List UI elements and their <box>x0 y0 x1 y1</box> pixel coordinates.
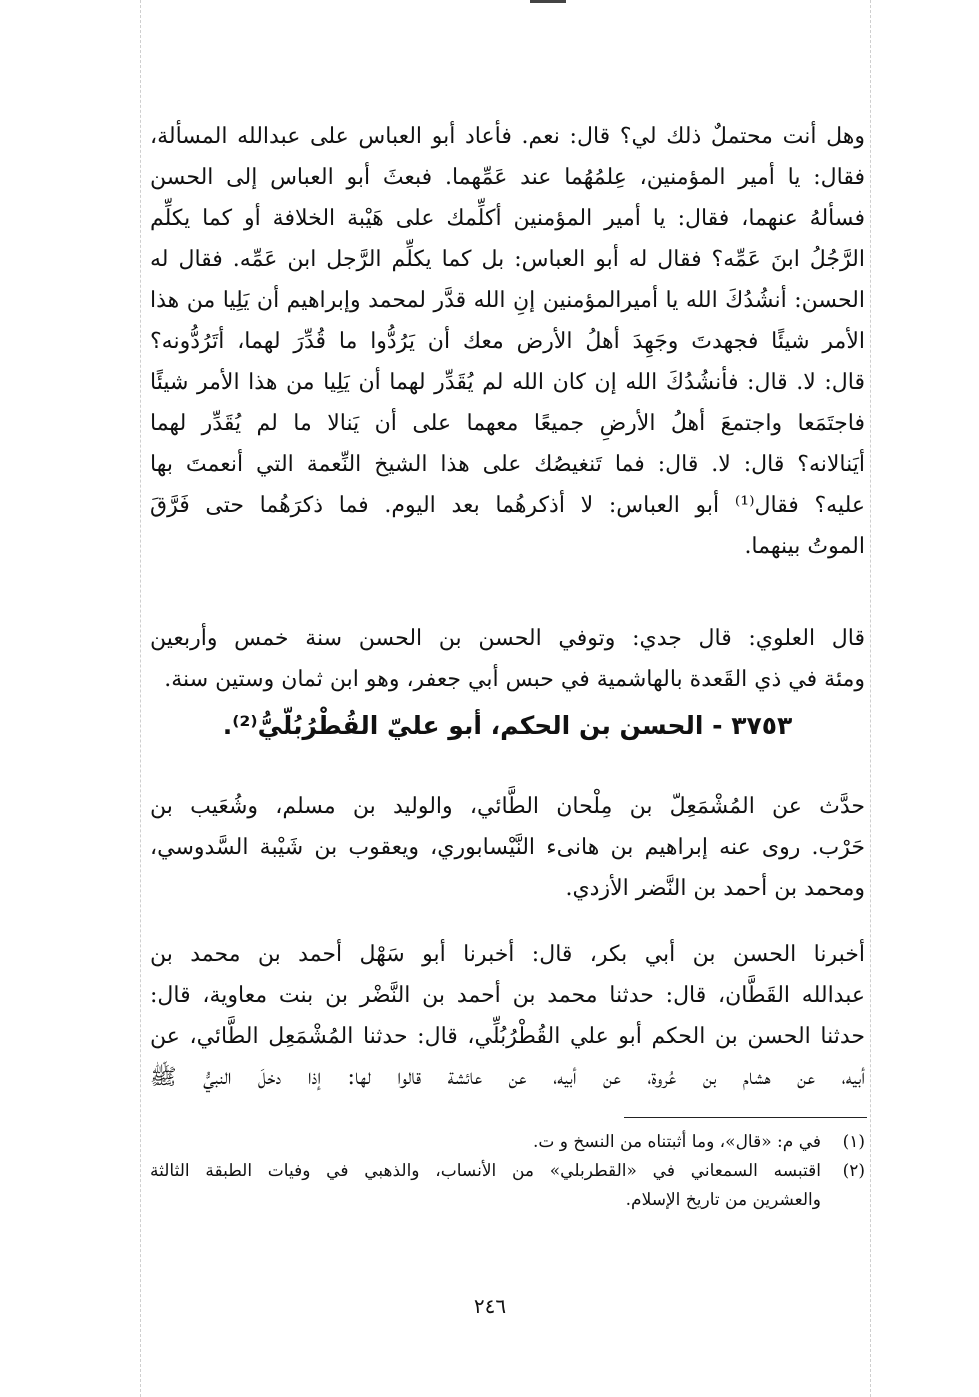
paragraph-3 <box>150 786 865 909</box>
footnote-line: والعشرين من تاريخ الإسلام. <box>625 1190 821 1210</box>
scan-edge-left <box>140 0 141 1397</box>
entry-heading: ٣٧٥٣ - الحسن بن الحكم، أبو عليّ القُطْرُبُلّيُّ⁽²⁾. <box>222 711 793 740</box>
footnote-text <box>150 1128 821 1157</box>
text-line: فقال: يا أمير المؤمنين، عِلمُهُما عند عَمِّهما. فبعثَ أبو العباس إلى الحسن <box>150 165 865 190</box>
footnote-separator <box>624 1117 867 1118</box>
text-line: الأمر شيئًا فجهدتَ وجَهِدَ أهلُ الأرض معك أن يَرُدُّوا ما قُدِّرَ لهما، أتَرُدُّونه؟ <box>150 329 865 354</box>
text-line: فسألهُ عنهما، فقال: يا أمير المؤمنين أكلِّمك على هَيْبة الخلافة أو كما يكلِّم <box>150 206 865 231</box>
text-line: حدثنا الحسن بن الحكم أبو علي القُطْرُبُلِّي، قال: حدثنا المُشْمَعِل الطَّائي، عن <box>150 1024 865 1049</box>
page-number: ٢٤٦ <box>473 1294 507 1318</box>
text-line: أيَنالانه؟ قال: لا. قال: فما تَنغيصُك على هذا الشيخ النِّعمة التي أنعمتَ بها <box>150 452 865 477</box>
scan-edge-right <box>870 0 871 1397</box>
footnotes <box>150 1128 865 1215</box>
text-line: الحسن: أنشُدُكَ الله يا أميرالمؤمنين إنِ الله قدَّر لمحمد وإبراهيم أن يَلِيا من هذا <box>150 288 865 313</box>
text-line: الرَّجُلُ ابنَ عَمِّه؟ فقال له أبو العباس: بل كما يكلِّم الرَّجل ابن عَمِّه. فقال له <box>150 247 865 272</box>
footnote-line: اقتبسه السمعاني في «القطربلي» من الأنساب، والذهبي في وفيات الطبقة الثالثة <box>150 1161 821 1181</box>
text-line: ومحمد بن أحمد بن النَّضر الأزدي. <box>565 876 865 901</box>
text-line: وهل أنت محتملٌ ذلك لي؟ قال: نعم. فأعاد أبو العباس على عبدالله المسألة، <box>150 124 865 149</box>
text-line: أبيه، عن هشام بن عُروة، عن أبيه، عن عائشة قالوا لها: إذا دخلَ النبيُّ ﷺ <box>150 1065 865 1090</box>
text-line: قال العلوي: قال جدي: وتوفي الحسن بن الحسن سنة خمس وأربعين <box>150 626 865 651</box>
footnote-2 <box>150 1157 865 1215</box>
text-line: عليه؟ فقال⁽¹⁾ أبو العباس: لا أذكرهُما بعد اليوم. فما ذكرَهُما حتى فَرَّقَ <box>150 493 865 518</box>
paragraph-4 <box>150 934 865 1098</box>
text-line: الموتُ بينهما. <box>744 534 865 559</box>
text-line: فاجتَمَعا واجتمعَ أهلُ الأرضِ جميعًا معهما على أن يَنالا ما لم يُقَدِّر لهما <box>150 411 865 436</box>
text-line: ومئة في ذي القَعدة بالهاشمية في حبس أبي جعفر، وهو ابن ثمان وستين سنة. <box>164 667 865 692</box>
paragraph-1 <box>150 116 865 567</box>
footnote-text <box>150 1157 821 1215</box>
text-line: أخبرنا الحسن بن أبي بكر، قال: أخبرنا أبو سَهْل أحمد بن محمد بن <box>150 942 865 967</box>
paragraph-2 <box>150 618 865 700</box>
footnote-number: (٢) <box>842 1161 865 1181</box>
text-line: حَرْب. روى عنه إبراهيم بن هانىء النَّيْسابوري، ويعقوب بن شَيْبة السَّدوسي، <box>150 835 865 860</box>
footnote-1 <box>150 1128 865 1157</box>
scan-top-mark <box>530 0 566 3</box>
footnote-number: (١) <box>842 1132 865 1152</box>
text-line: قال: لا. قال: فأنشُدُكَ الله إن كان الله لم يُقَدِّر لهما أن يَلِيا من هذا الأمر شيئًا <box>150 370 865 395</box>
footnote-line: في م: «قال»، وما أثبتناه من النسخ و ت. <box>533 1132 821 1152</box>
text-line: حدَّث عن المُشْمَعِلّ بن مِلْحان الطَّائي، والوليد بن مسلم، وشُعَيب بن <box>150 794 865 819</box>
text-line: عبدالله القَطَّان، قال: حدثنا محمد بن أحمد بن النَّضْر بن بنت معاوية، قال: <box>150 983 865 1008</box>
